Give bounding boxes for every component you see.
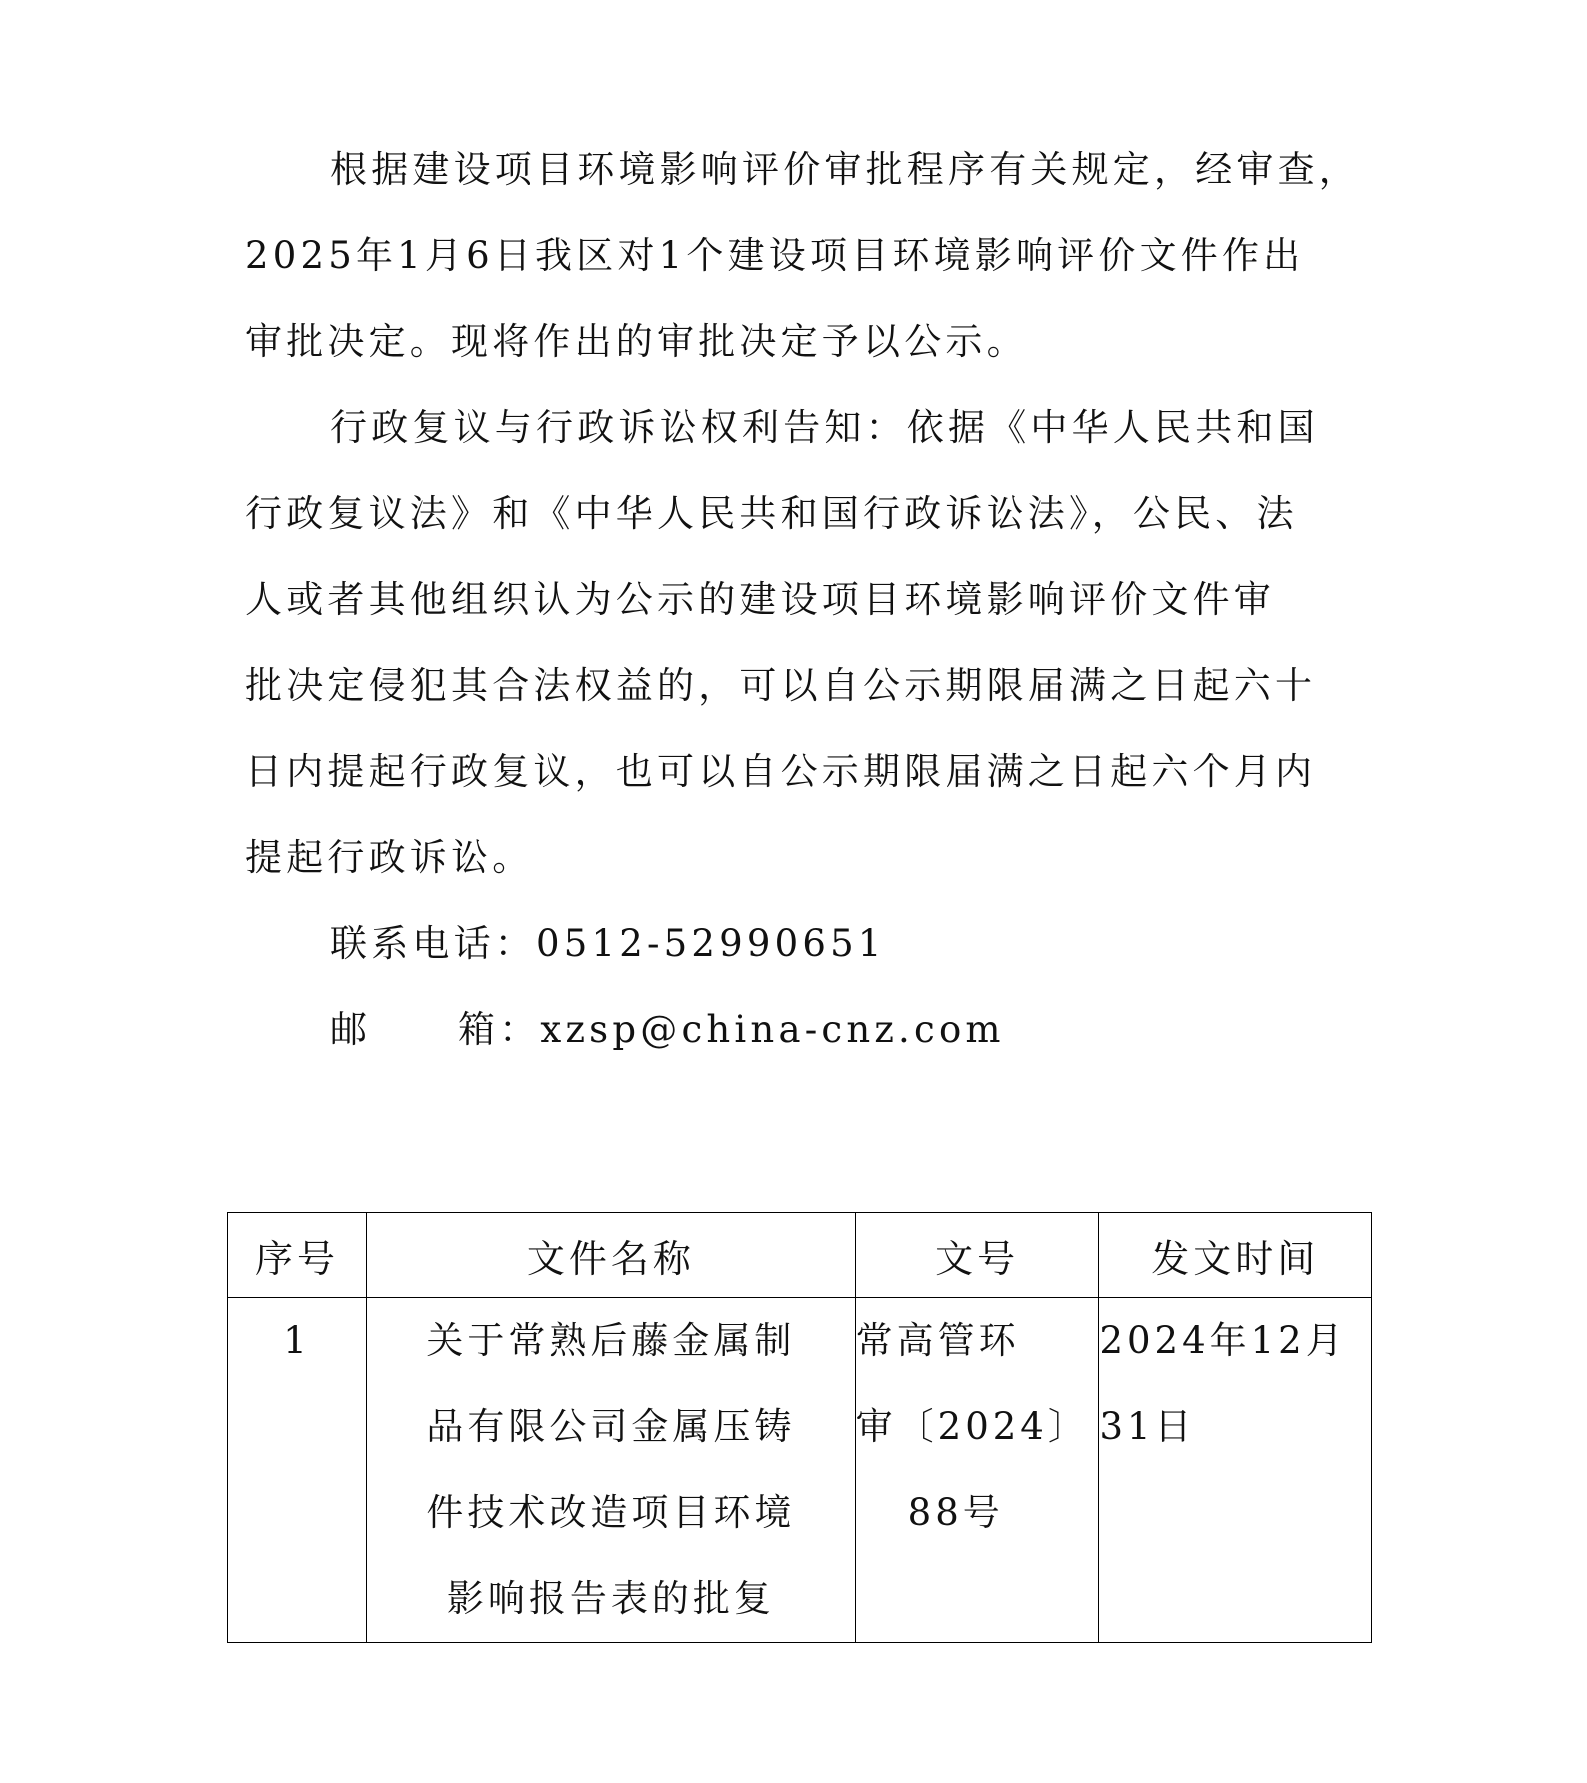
header-issue-date: 发文时间 [1099, 1213, 1372, 1298]
issue-date-line-2: 31日 [1099, 1405, 1196, 1448]
file-name-line-2: 品有限公司金属压铸 [426, 1405, 796, 1448]
paragraph-2-line-5: 日内提起行政复议，也可以自公示期限届满之日起六个月内 [245, 750, 1317, 793]
paragraph-1-line-3: 审批决定。现将作出的审批决定予以公示。 [245, 320, 1028, 363]
phone-value: 0512-52990651 [536, 922, 886, 965]
cell-file-name [367, 1298, 856, 1643]
paragraph-1-line-2: 2025年1月6日我区对1个建设项目环境影响评价文件作出 [245, 234, 1305, 277]
header-doc-number: 文号 [855, 1213, 1099, 1298]
header-file-name: 文件名称 [367, 1213, 856, 1298]
paragraph-2-line-2: 行政复议法》和《中华人民共和国行政诉讼法》，公民、法 [245, 492, 1298, 535]
doc-number-line-2: 审〔2024〕 [855, 1405, 1089, 1448]
paragraph-2-line-6: 提起行政诉讼。 [245, 836, 534, 879]
paragraph-1-line-1: 根据建设项目环境影响评价审批程序有关规定，经审查， [330, 148, 1360, 191]
approval-table [227, 1212, 1372, 1643]
doc-number-line-1: 常高管环 [855, 1319, 1020, 1362]
paragraph-2-line-4: 批决定侵犯其合法权益的，可以自公示期限届满之日起六十 [245, 664, 1317, 707]
email-label-second: 箱： [458, 1008, 541, 1051]
cell-issue-date [1099, 1298, 1372, 1643]
phone-label: 联系电话： [330, 922, 536, 965]
contact-phone-line [330, 922, 886, 966]
doc-number-line-3: 88号 [907, 1491, 1004, 1534]
paragraph-2-line-1: 行政复议与行政诉讼权利告知：依据《中华人民共和国 [330, 406, 1319, 449]
file-name-line-1: 关于常熟后藤金属制 [426, 1319, 796, 1362]
email-value: xzsp@china-cnz.com [540, 1008, 1005, 1051]
issue-date-line-1: 2024年12月 [1099, 1319, 1347, 1362]
cell-seq: 1 [228, 1298, 367, 1643]
table-header-row [228, 1213, 1372, 1298]
header-seq: 序号 [228, 1213, 367, 1298]
file-name-line-4: 影响报告表的批复 [446, 1577, 775, 1620]
paragraph-2-line-3: 人或者其他组织认为公示的建设项目环境影响评价文件审 [245, 578, 1275, 621]
table-row [228, 1298, 1372, 1643]
email-label-first: 邮 [330, 1008, 372, 1051]
contact-email-line [330, 1008, 1005, 1052]
cell-doc-number [855, 1298, 1099, 1643]
file-name-line-3: 件技术改造项目环境 [426, 1491, 796, 1534]
